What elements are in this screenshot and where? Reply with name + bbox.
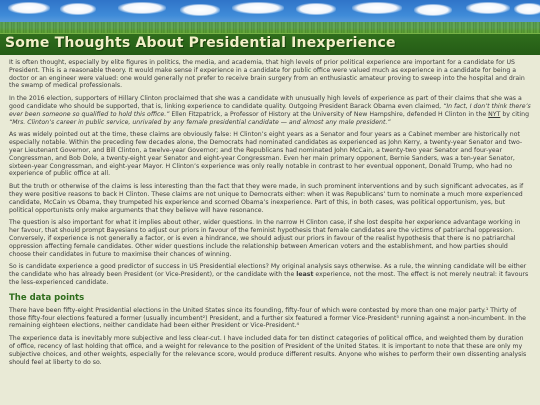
fitzpatrick-quote: “Mrs. Clinton’s career in public service, unrivaled by any female presidential candidate — and almost any male president.” (9, 118, 391, 126)
header-banner (0, 0, 540, 55)
nyt-link[interactable]: NYT (488, 110, 501, 118)
paragraph-text: experience, not the most. The effect is not merely neutral: it favours the less-experienced candidate. (9, 271, 529, 286)
paragraph: There have been fifty-eight Presidential elections in the United States since its founding, fifty-four of which were contested by more than one major party.¹ Thirty of those fifty-four elections featured a former (usually incumbent²) President, and a further six featured a former Vice-President³ running against a non-incumbent. In the remaining eighteen elections, neither candidate had been either President or Vice-President.⁴ (9, 306, 526, 330)
cloud-decoration (352, 2, 402, 14)
paragraph: It is often thought, especially by elite figures in politics, the media, and academia, that high levels of prior political experience are important for a candidate for US President. This is a reasonable theory. It would make sense if experience in a candidate for public office were valued much as experience in a candidate for being a doctor or an engineer were valued: one would generally not prefer to receive brain surgery from an enthusiastic amateur proving to sweep into the hospital and drain the swamp of medical professionals. (9, 59, 525, 90)
cloud-decoration (180, 4, 220, 16)
cloud-decoration (514, 3, 540, 15)
cloud-decoration (232, 2, 284, 14)
cloud-decoration (466, 2, 510, 14)
cloud-decoration (296, 3, 336, 15)
paragraph: As was widely pointed out at the time, these claims are obviously false: H Clinton’s eight years as a Senator and four years as a Cabinet member are historically not especially notable. Within the preceding few decades alone, the Democrats had nominated candidates as experienced as John Kerry, a twenty-year Senator and two-year Lieutenant Governor, and Bill Clinton, a twelve-year Governor; and the Republicans had nominated John McCain, a twenty-two year Senator and four-year Congressman, and Bob Dole, a twenty-eight year Senator and eight-year Congressman. Even her main primary opponent, Bernie Sanders, was a ten-year Senator, sixteen-year Congressman, and eight-year Mayor. H Clinton’s experience was only really notable in contrast to her eventual opponent, Donald Trump, who had no experience of public office at all. (9, 131, 523, 178)
paragraph-text: Ellen Fitzpatrick, a Professor of History at the University of New Hampshire, defended H Clinton in the (169, 110, 489, 118)
paragraph (9, 263, 531, 286)
obama-quote: “In fact, I don’t think there’s ever been someone so qualified to hold this office.” (9, 102, 531, 118)
emphasis-least: least (296, 271, 314, 279)
cloud-decoration (118, 2, 166, 14)
cloud-decoration (414, 4, 452, 16)
paragraph-text: by citing (500, 110, 529, 118)
paragraph-text: So is candidate experience a good predictor of success in US Presidential elections? My original analysis says otherwise. As a rule, the winning candidate will be either the candidate who has already been President (or Vice-President), or the candidate with the (9, 263, 527, 279)
cloud-decoration (8, 2, 50, 14)
paragraph: The experience data is inevitably more subjective and less clear-cut. I have included data for ten distinct categories of political office, and weighted them by duration of office, recency of last holding that office, and a weight for relevance to the position of President of the United States. It is important to note that these are only my subjective choices, and other weights, especially for the relevance score, would produce different results. Anyone who wishes to perform their own dissenting analysis should feel at liberty to do so. (9, 335, 527, 366)
cloud-decoration (60, 3, 96, 15)
paragraph-text: In the 2016 election, supporters of Hillary Clinton proclaimed that she was a candidate with unusually high levels of experience as part of their claims that she was a good candidate who should be supported, that is, linking experience to candidate quality. Outgoing President Barack Obama even claimed, (9, 95, 522, 110)
paragraph: The question is also important for what it implies about other, wider questions. In the narrow H Clinton case, if she lost despite her experience advantage working in her favour, that should prompt Bayesians to adjust our priors in favour of the feminist hypothesis that female candidates are the victims of patriarchal oppression. Conversely, if experience is not generally a factor, or is even a hindrance, we should adjust our priors in favour of the realist hypothesis that there is no patriarchal oppression affecting female candidates. Other wider questions include the relationship between American voters and the establishment, and how parties should choose their candidates in future to maximise their chances of winning. (9, 219, 521, 258)
page-title: Some Thoughts About Presidential Inexperience (5, 35, 396, 51)
paragraph: But the truth or otherwise of the claims is less interesting than the fact that they were made, in such prominent interventions and by such significant advocates, as if they were positive reasons to back H Clinton. These claims are not unique to Democrats either: when it was Republicans’ turn to nominate a much more experienced candidate, McCain vs Obama, they trumpeted his experience and scorned Obama’s inexperience. Part of this, in both cases, was political opportunism, yes, but political opportunists only make arguments that they believe will have resonance. (9, 183, 524, 214)
section-heading: The data points (9, 292, 85, 303)
article-body (9, 59, 531, 371)
paragraph (9, 95, 531, 126)
